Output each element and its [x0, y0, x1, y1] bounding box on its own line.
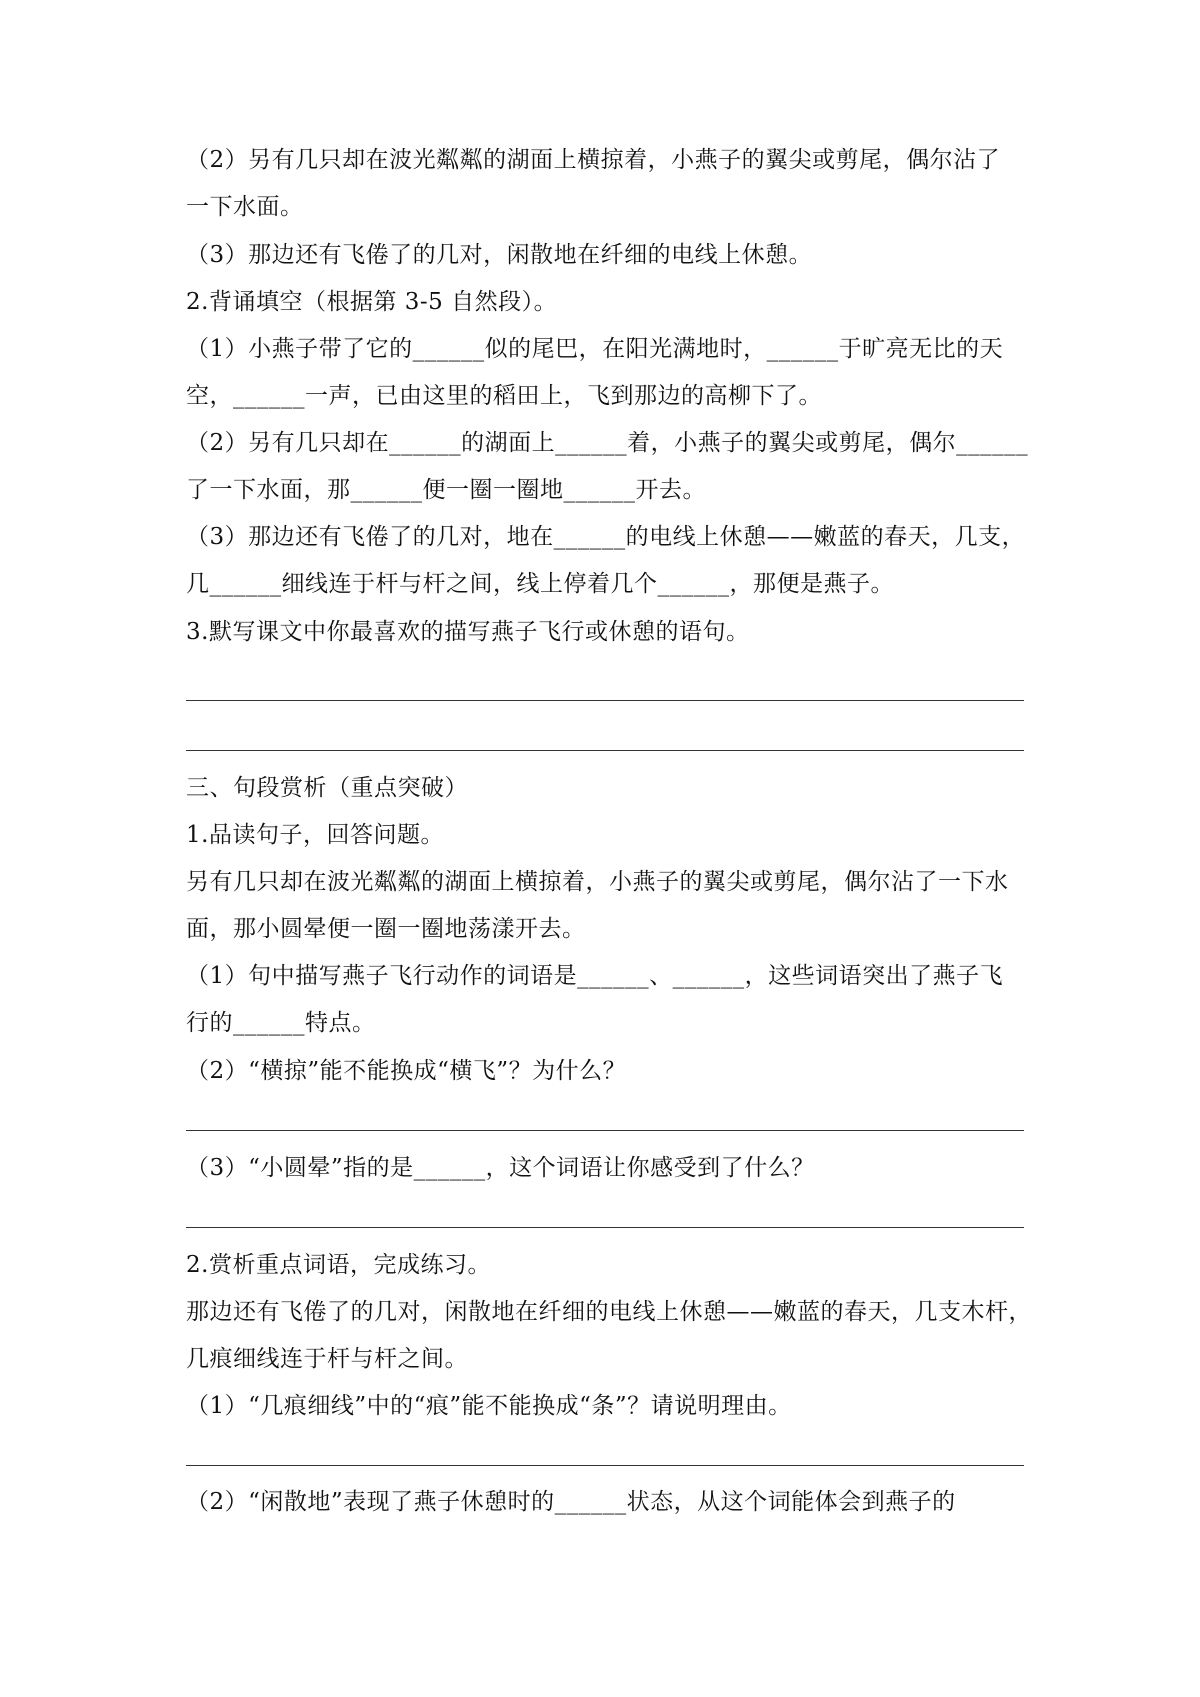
answer-line: [186, 1130, 1024, 1131]
section-heading: 三、句段赏析（重点突破）: [186, 775, 468, 801]
question-title: 3.默写课文中你最喜欢的描写燕子飞行或休憩的语句。: [186, 619, 750, 645]
question-title: 1.品读句子，回答问题。: [186, 822, 444, 848]
fill-blank-line: （2）“闲散地”表现了燕子休憩时的______状态，从这个词能体会到燕子的: [186, 1489, 956, 1515]
fill-blank-line: （1）句中描写燕子飞行动作的词语是______、______，这些词语突出了燕子飞: [186, 963, 1004, 989]
text-line: 一下水面。: [186, 194, 304, 220]
answer-line: [186, 1227, 1024, 1228]
answer-line: [186, 750, 1024, 751]
answer-line: [186, 700, 1024, 701]
fill-blank-line: （2）另有几只却在______的湖面上______着，小燕子的翼尖或剪尾，偶尔______: [186, 430, 1029, 456]
fill-blank-line: 几______细线连于杆与杆之间，线上停着几个______，那便是燕子。: [186, 571, 894, 597]
fill-blank-line: （3）那边还有飞倦了的几对，地在______的电线上休憩——嫩蓝的春天，几支，: [186, 524, 1026, 550]
fill-blank-line: （3）“小圆晕”指的是______，这个词语让你感受到了什么？: [186, 1155, 815, 1181]
answer-line: [186, 1465, 1024, 1466]
passage-line: 面，那小圆晕便一圈一圈地荡漾开去。: [186, 916, 586, 942]
question-line: （2）“横掠”能不能换成“横飞”？为什么？: [186, 1058, 627, 1084]
fill-blank-line: 空，______一声，已由这里的稻田上，飞到那边的高柳下了。: [186, 383, 822, 409]
question-title: 2.背诵填空（根据第 3-5 自然段）。: [186, 289, 558, 315]
question-line: （1）“几痕细线”中的“痕”能不能换成“条”？请说明理由。: [186, 1393, 792, 1419]
fill-blank-line: 行的______特点。: [186, 1010, 376, 1036]
text-line: （2）另有几只却在波光粼粼的湖面上横掠着，小燕子的翼尖或剪尾，偶尔沾了: [186, 147, 1001, 173]
fill-blank-line: 了一下水面，那______便一圈一圈地______开去。: [186, 477, 706, 503]
question-title: 2.赏析重点词语，完成练习。: [186, 1252, 491, 1278]
passage-line: 那边还有飞倦了的几对，闲散地在纤细的电线上休憩——嫩蓝的春天，几支木杆，: [186, 1299, 1032, 1325]
fill-blank-line: （1）小燕子带了它的______似的尾巴，在阳光满地时，______于旷亮无比的天: [186, 336, 1004, 362]
passage-line: 另有几只却在波光粼粼的湖面上横掠着，小燕子的翼尖或剪尾，偶尔沾了一下水: [186, 869, 1009, 895]
passage-line: 几痕细线连于杆与杆之间。: [186, 1346, 468, 1372]
text-line: （3）那边还有飞倦了的几对，闲散地在纤细的电线上休憩。: [186, 242, 813, 268]
